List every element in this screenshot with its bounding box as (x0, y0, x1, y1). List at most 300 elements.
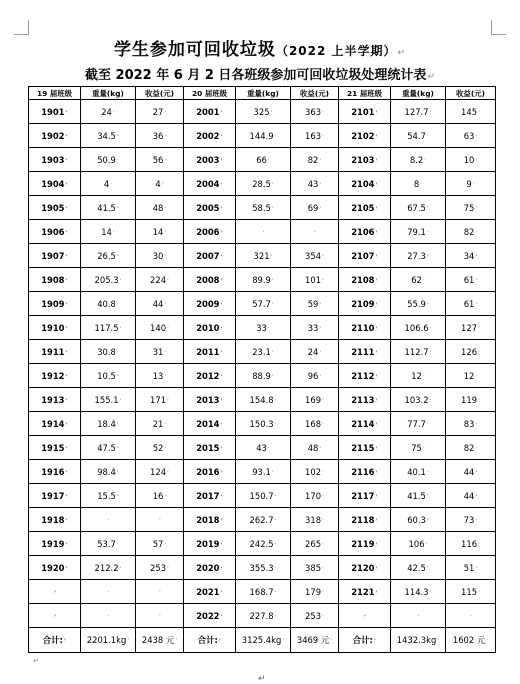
class-cell (29, 220, 81, 244)
income-cell (291, 364, 339, 388)
header-cell: 收益(元) (136, 87, 184, 100)
cell-value: 2110 (351, 322, 375, 333)
cell-value: 2117 (351, 490, 375, 501)
cell-end-mark-icon: ʼ (65, 493, 68, 501)
cell-value: 69 (307, 202, 319, 213)
income-cell (446, 148, 496, 172)
cell-end-mark-icon: ʼ (65, 541, 68, 549)
cell-value: 61 (463, 274, 475, 285)
cell-value: 2103 (351, 154, 375, 165)
income-cell (136, 460, 184, 484)
income-cell (136, 364, 184, 388)
weight-cell (236, 340, 291, 364)
cell-value: 73 (463, 514, 475, 525)
cell-end-mark-icon: ʼ (475, 421, 478, 429)
cell-end-mark-icon: ʼ (422, 277, 425, 285)
cell-end-mark-icon: ʼ (220, 613, 223, 621)
weight-cell (236, 316, 291, 340)
cell-end-mark-icon: ʼ (65, 157, 68, 165)
weight-cell (81, 364, 136, 388)
weight-cell (236, 508, 291, 532)
income-cell (136, 388, 184, 412)
cell-end-mark-icon: ʼ (220, 157, 223, 165)
document-title (0, 35, 520, 60)
cell-value: 63 (463, 130, 475, 141)
total-value (446, 628, 496, 653)
cell-end-mark-icon: ʼ (422, 373, 425, 381)
total-label (184, 628, 236, 653)
cell-end-mark-icon: ʼ (475, 253, 478, 261)
cell-end-mark-icon: ʼ (65, 205, 68, 213)
cell-end-mark-icon: ʼ (319, 157, 322, 165)
cell-value: 2111 (351, 346, 375, 357)
cell-end-mark-icon: ʼ (270, 109, 273, 117)
cell-value: 2005 (196, 202, 220, 213)
cell-end-mark-icon: ʼ (426, 493, 429, 501)
table-row (29, 436, 496, 460)
income-cell (446, 340, 496, 364)
cell-value: 2007 (196, 250, 220, 261)
cell-value: 40.8 (97, 298, 116, 309)
cell-end-mark-icon: ʼ (330, 638, 333, 645)
cell-value: 171 (150, 394, 167, 405)
cell-value: 101 (305, 274, 322, 285)
cell-value: 12 (411, 370, 422, 381)
weight-cell (391, 220, 446, 244)
class-cell (339, 412, 391, 436)
cell-value: 2105 (351, 202, 375, 213)
cell-value: 3125.4kg (241, 635, 282, 645)
cell-end-mark-icon: ʼ (437, 638, 440, 645)
cell-value: 28.5 (252, 178, 271, 189)
cell-end-mark-icon: ʼ (274, 493, 277, 501)
income-cell (291, 604, 339, 628)
class-cell (29, 340, 81, 364)
class-cell (29, 460, 81, 484)
cell-value: 102 (305, 466, 322, 477)
cell-value: 10 (463, 154, 475, 165)
cell-end-mark-icon: ʼ (65, 109, 68, 117)
weight-cell (81, 340, 136, 364)
cell-end-mark-icon: ʼ (322, 397, 324, 405)
cell-end-mark-icon: ʼ (425, 541, 428, 549)
class-cell (29, 532, 81, 556)
cell-end-mark-icon: ʼ (271, 349, 274, 357)
cell-end-mark-icon: ʼ (322, 613, 324, 621)
weight-cell (236, 100, 291, 124)
cell-value: 50.9 (97, 154, 116, 165)
weight-cell (81, 292, 136, 316)
cell-end-mark-icon: ʼ (116, 301, 119, 309)
cell-end-mark-icon: ʼ (475, 373, 478, 381)
income-cell (291, 100, 339, 124)
table-row (29, 316, 496, 340)
table-row (29, 508, 496, 532)
cell-value: 1904 (41, 178, 65, 189)
cell-end-mark-icon: ʼ (422, 445, 425, 453)
weight-cell (391, 292, 446, 316)
cell-value: 253 (150, 562, 167, 573)
cell-end-mark-icon: ʼ (270, 253, 273, 261)
paragraph-mark-icon: ↵ (33, 657, 39, 665)
income-cell (291, 412, 339, 436)
cell-end-mark-icon: ʼ (112, 229, 115, 237)
cell-value: 48 (307, 442, 319, 453)
cell-end-mark-icon: ʼ (375, 277, 378, 285)
class-cell (184, 244, 236, 268)
weight-cell (236, 364, 291, 388)
cell-value: 1911 (41, 346, 65, 357)
cell-end-mark-icon: ʼ (167, 277, 169, 285)
class-cell (29, 316, 81, 340)
cell-value: 75 (411, 442, 422, 453)
cell-end-mark-icon: ʼ (220, 445, 223, 453)
cell-end-mark-icon: ʼ (164, 301, 167, 309)
weight-cell (391, 124, 446, 148)
table-row (29, 172, 496, 196)
income-cell (446, 460, 496, 484)
cell-end-mark-icon: ʼ (119, 397, 122, 405)
cell-value: 2013 (196, 394, 220, 405)
class-cell (339, 508, 391, 532)
cell-value: 106.6 (404, 322, 429, 333)
cell-value: 1913 (41, 394, 65, 405)
weight-cell (81, 436, 136, 460)
class-cell (184, 604, 236, 628)
cell-value: 2107 (351, 250, 375, 261)
cell-end-mark-icon: ʼ (322, 469, 324, 477)
cell-end-mark-icon: ʼ (159, 613, 161, 621)
cell-end-mark-icon: ʼ (127, 638, 130, 645)
cell-end-mark-icon: ʼ (65, 253, 68, 261)
cell-end-mark-icon: ʼ (65, 565, 68, 573)
cell-value: 59 (307, 298, 319, 309)
cell-value: 2010 (196, 322, 220, 333)
cell-end-mark-icon: ʼ (167, 325, 169, 333)
weight-cell (391, 484, 446, 508)
table-row (29, 124, 496, 148)
income-cell (446, 508, 496, 532)
cell-value: 30.8 (97, 346, 116, 357)
weight-cell (81, 412, 136, 436)
table-row (29, 220, 496, 244)
weight-cell (236, 436, 291, 460)
cell-value: 127 (461, 322, 478, 333)
cell-value: 103.2 (404, 394, 429, 405)
cell-end-mark-icon: ʼ (375, 589, 378, 597)
cell-end-mark-icon: ʼ (110, 181, 113, 189)
cell-end-mark-icon: ʼ (475, 565, 478, 573)
cell-value: 2109 (351, 298, 375, 309)
crop-mark-top-left (14, 20, 29, 35)
income-cell (446, 556, 496, 580)
income-cell (291, 268, 339, 292)
cell-value: 1917 (41, 490, 65, 501)
cell-end-mark-icon: ʼ (475, 517, 478, 525)
income-cell (446, 124, 496, 148)
weight-cell (81, 172, 136, 196)
weight-cell (236, 412, 291, 436)
cell-end-mark-icon: ʼ (375, 373, 378, 381)
cell-end-mark-icon: ʼ (375, 325, 378, 333)
page-end-mark-icon: ↵ (258, 674, 266, 684)
cell-end-mark-icon: ʼ (220, 205, 223, 213)
income-cell (446, 172, 496, 196)
class-cell (29, 388, 81, 412)
cell-end-mark-icon: ʼ (116, 493, 119, 501)
cell-value: 57 (152, 538, 164, 549)
cell-value: 126 (461, 346, 478, 357)
weight-cell (236, 484, 291, 508)
cell-end-mark-icon: ʼ (274, 133, 277, 141)
table-row (29, 148, 496, 172)
cell-end-mark-icon: ʼ (375, 469, 378, 477)
cell-value: 44 (463, 466, 475, 477)
cell-value: 4 (155, 178, 161, 189)
cell-value: 14 (152, 226, 164, 237)
cell-end-mark-icon: ʼ (220, 349, 223, 357)
cell-end-mark-icon: ʼ (220, 517, 223, 525)
cell-value: 114.3 (404, 586, 429, 597)
cell-value: 93.1 (252, 466, 271, 477)
weight-cell (81, 508, 136, 532)
cell-end-mark-icon: ʼ (116, 421, 119, 429)
cell-end-mark-icon: ʼ (475, 133, 478, 141)
class-cell (339, 484, 391, 508)
cell-value: 24 (307, 346, 319, 357)
cell-value: 119 (461, 394, 478, 405)
income-cell (136, 172, 184, 196)
cell-value: 170 (305, 490, 322, 501)
cell-value: 2022 (196, 610, 220, 621)
cell-value: 112.7 (404, 346, 429, 357)
cell-end-mark-icon: ʼ (426, 469, 429, 477)
cell-end-mark-icon: ʼ (274, 397, 277, 405)
cell-end-mark-icon: ʼ (478, 349, 480, 357)
income-cell (136, 340, 184, 364)
weight-cell (81, 100, 136, 124)
cell-value: 150.7 (249, 490, 274, 501)
class-cell (339, 196, 391, 220)
weight-cell (236, 124, 291, 148)
cell-end-mark-icon: ʼ (375, 301, 378, 309)
cell-value: 83 (463, 418, 475, 429)
cell-end-mark-icon: ʼ (164, 205, 167, 213)
cell-end-mark-icon: ʼ (164, 109, 167, 117)
cell-value: 3469 元 (296, 635, 330, 645)
cell-value: 127.7 (404, 106, 429, 117)
header-cell: 19 届班级 (29, 87, 81, 100)
income-cell (446, 484, 496, 508)
class-cell (339, 460, 391, 484)
income-cell (136, 532, 184, 556)
weight-cell (391, 460, 446, 484)
total-value (391, 628, 446, 653)
cell-end-mark-icon: ʼ (220, 181, 223, 189)
header-cell: 21 届班级 (339, 87, 391, 100)
cell-value: 2018 (196, 514, 220, 525)
weight-cell (391, 580, 446, 604)
weight-cell (391, 148, 446, 172)
income-cell (446, 220, 496, 244)
cell-end-mark-icon: ʼ (426, 565, 429, 573)
cell-value: 8.2 (409, 154, 424, 165)
cell-end-mark-icon: ʼ (116, 157, 119, 165)
cell-value: 1914 (41, 418, 65, 429)
weight-cell (391, 388, 446, 412)
title-semester: （2022 上半学期） (275, 44, 397, 58)
cell-value: 82 (307, 154, 319, 165)
cell-value: 2108 (351, 274, 375, 285)
cell-value: 16 (152, 490, 164, 501)
cell-end-mark-icon: ʼ (375, 349, 378, 357)
cell-value: 1919 (41, 538, 65, 549)
cell-value: 56 (152, 154, 164, 165)
class-cell (29, 364, 81, 388)
cell-value: 2438 元 (141, 635, 175, 645)
cell-end-mark-icon: ʼ (220, 493, 223, 501)
cell-value: 115 (461, 586, 478, 597)
cell-value: 61 (463, 298, 475, 309)
table-row (29, 100, 496, 124)
cell-end-mark-icon: ʼ (164, 349, 167, 357)
class-cell (184, 460, 236, 484)
cell-value: 23.1 (252, 346, 271, 357)
cell-value: 354 (305, 250, 322, 261)
cell-end-mark-icon: ʼ (119, 325, 122, 333)
cell-end-mark-icon: ʼ (314, 229, 316, 237)
table-row (29, 268, 496, 292)
income-cell (136, 196, 184, 220)
cell-end-mark-icon: ʼ (65, 517, 68, 525)
class-cell (184, 364, 236, 388)
cell-end-mark-icon: ʼ (375, 157, 378, 165)
income-cell (136, 268, 184, 292)
cell-end-mark-icon: ʼ (164, 541, 167, 549)
cell-value: 30 (152, 250, 164, 261)
cell-end-mark-icon: ʼ (116, 349, 119, 357)
cell-value: 36 (152, 130, 164, 141)
header-cell: 20 届班级 (184, 87, 236, 100)
class-cell (29, 196, 81, 220)
cell-end-mark-icon: ʼ (475, 469, 478, 477)
class-cell (184, 172, 236, 196)
cell-value: 57.7 (252, 298, 271, 309)
income-cell (291, 340, 339, 364)
cell-end-mark-icon: ʼ (426, 229, 429, 237)
cell-end-mark-icon: ʼ (164, 229, 167, 237)
cell-end-mark-icon: ʼ (164, 493, 167, 501)
cell-end-mark-icon: ʼ (373, 638, 377, 645)
table-row (29, 388, 496, 412)
cell-value: 12 (463, 370, 475, 381)
cell-end-mark-icon: ʼ (116, 469, 119, 477)
subtitle-text: 截至 2022 年 6 月 2 日各班级参加可回收垃圾处理统计表 (85, 68, 427, 83)
cell-end-mark-icon: ʼ (322, 517, 324, 525)
cell-end-mark-icon: ʼ (375, 421, 378, 429)
cell-value: 168 (305, 418, 322, 429)
cell-end-mark-icon: ʼ (319, 181, 322, 189)
title-main: 学生参加可回收垃圾 (113, 40, 276, 60)
cell-end-mark-icon: ʼ (475, 493, 478, 501)
weight-cell (81, 580, 136, 604)
cell-end-mark-icon: ʼ (319, 301, 322, 309)
cell-end-mark-icon: ʼ (426, 133, 429, 141)
total-value (136, 628, 184, 653)
cell-end-mark-icon: ʼ (267, 445, 270, 453)
cell-end-mark-icon: ʼ (322, 493, 324, 501)
cell-end-mark-icon: ʼ (164, 133, 167, 141)
cell-value: 4 (103, 178, 110, 189)
cell-value: 1907 (41, 250, 65, 261)
cell-end-mark-icon: ʼ (478, 397, 480, 405)
cell-end-mark-icon: ʼ (220, 541, 223, 549)
cell-value: 1916 (41, 466, 65, 477)
cell-end-mark-icon: ʼ (282, 638, 285, 645)
class-cell (339, 340, 391, 364)
weight-cell (81, 196, 136, 220)
cell-end-mark-icon: ʼ (53, 613, 57, 621)
cell-end-mark-icon: ʼ (375, 181, 378, 189)
cell-value: 1602 元 (452, 635, 486, 645)
cell-end-mark-icon: ʼ (164, 445, 167, 453)
income-cell (291, 148, 339, 172)
cell-value: 27.3 (407, 250, 426, 261)
income-cell (291, 124, 339, 148)
cell-value: 355.3 (249, 562, 274, 573)
cell-value: 2014 (196, 418, 220, 429)
cell-value: 1920 (41, 562, 65, 573)
cell-end-mark-icon: ʼ (220, 301, 223, 309)
class-cell (339, 148, 391, 172)
cell-value: 140 (150, 322, 167, 333)
class-cell (184, 196, 236, 220)
class-cell (339, 220, 391, 244)
cell-value: 2113 (351, 394, 375, 405)
income-cell (291, 172, 339, 196)
cell-end-mark-icon: ʼ (159, 517, 161, 525)
cell-end-mark-icon: ʼ (175, 638, 178, 645)
cell-value: 2019 (196, 538, 220, 549)
weight-cell (236, 196, 291, 220)
class-cell (184, 148, 236, 172)
cell-end-mark-icon: ʼ (116, 445, 119, 453)
income-cell (446, 364, 496, 388)
cell-value: 41.5 (407, 490, 426, 501)
cell-end-mark-icon: ʼ (65, 301, 68, 309)
weight-cell (236, 556, 291, 580)
cell-end-mark-icon: ʼ (161, 181, 164, 189)
class-cell (29, 148, 81, 172)
income-cell (136, 316, 184, 340)
class-cell (339, 292, 391, 316)
cell-end-mark-icon: ʼ (274, 589, 277, 597)
cell-value: 2011 (196, 346, 220, 357)
cell-end-mark-icon: ʼ (267, 157, 270, 165)
cell-value: 1908 (41, 274, 65, 285)
weight-cell (236, 292, 291, 316)
cell-value: 154.8 (249, 394, 274, 405)
cell-value: 42.5 (407, 562, 426, 573)
cell-end-mark-icon: ʼ (271, 181, 274, 189)
income-cell (291, 460, 339, 484)
cell-end-mark-icon: ʼ (322, 109, 324, 117)
income-cell (291, 292, 339, 316)
document-subtitle (0, 64, 520, 83)
weight-cell (391, 364, 446, 388)
class-cell (339, 436, 391, 460)
class-cell (339, 388, 391, 412)
